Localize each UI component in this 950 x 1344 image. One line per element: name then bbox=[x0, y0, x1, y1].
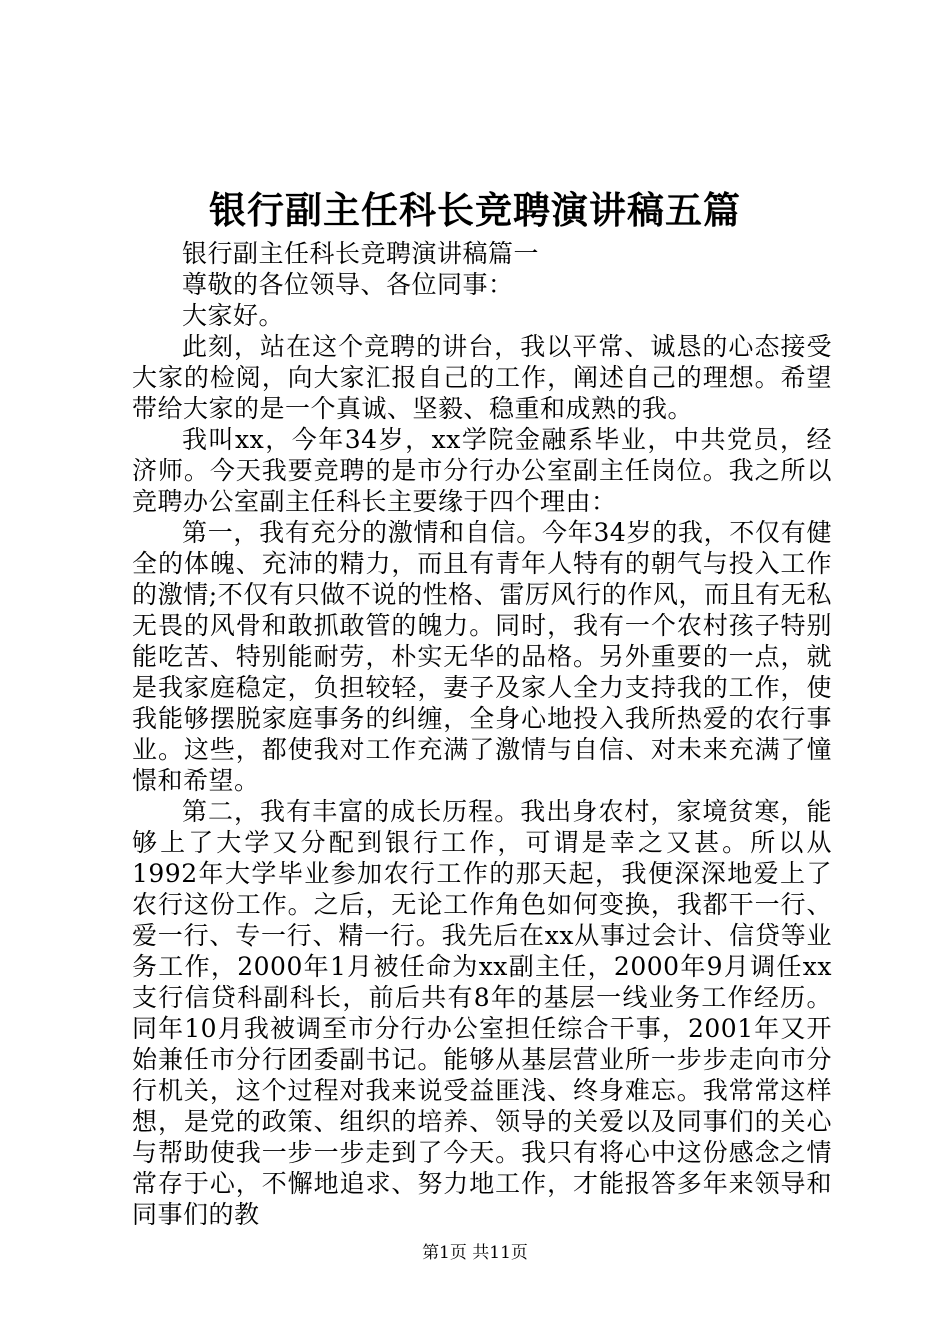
paragraph-intro: 此刻，站在这个竞聘的讲台，我以平常、诚恳的心态接受大家的检阅，向大家汇报自己的工作，阐述自己的理想。希望带给大家的是一个真诚、坚毅、稳重和成熟的我。 bbox=[132, 332, 832, 423]
paragraph-subtitle: 银行副主任科长竞聘演讲稿篇一 bbox=[182, 239, 540, 268]
page-number-footer: 第1页 共11页 bbox=[422, 1243, 528, 1263]
document-title: 银行副主任科长竞聘演讲稿五篇 bbox=[209, 188, 741, 232]
paragraph-reason-one: 第一，我有充分的激情和自信。今年34岁的我，不仅有健全的体魄、充沛的精力，而且有青年人特有的朝气与投入工作的激情;不仅有只做不说的性格、雷厉风行的作风，而且有无私无畏的风骨和敢抓敢管的魄力。同时，我有一个农村孩子特别能吃苦、特别能耐劳，朴实无华的品格。另外重要的一点，就是我家庭稳定，负担较轻，妻子及家人全力支持我的工作，使我能够摆脱家庭事务的纠缠，全身心地投入我所热爱的农行事业。这些，都使我对工作充满了激情与自信、对未来充满了憧憬和希望。 bbox=[132, 518, 832, 795]
paragraph-greeting: 大家好。 bbox=[182, 301, 285, 330]
paragraph-reason-two: 第二，我有丰富的成长历程。我出身农村，家境贫寒，能够上了大学又分配到银行工作，可谓是幸之又甚。所以从1992年大学毕业参加农行工作的那天起，我便深深地爱上了农行这份工作。之后，无论工作角色如何变换，我都干一行、爱一行、专一行、精一行。我先后在xx从事过会计、信贷等业务工作，2000年1月被任命为xx副主任，2000年9月调任xx支行信贷科副科长，前后共有8年的基层一线业务工作经历。同年10月我被调至市分行办公室担任综合干事，2001年又开始兼任市分行团委副书记。能够从基层营业所一步步走向市分行机关，这个过程对我来说受益匪浅、终身难忘。我常常这样想，是党的政策、组织的培养、领导的关爱以及同事们的关心与帮助使我一步一步走到了今天。我只有将心中这份感念之情常存于心，不懈地追求、努力地工作，才能报答多年来领导和同事们的教 bbox=[132, 797, 832, 1229]
paragraph-self-introduction: 我叫xx，今年34岁，xx学院金融系毕业，中共党员，经济师。今天我要竞聘的是市分行办公室副主任岗位。我之所以竞聘办公室副主任科长主要缘于四个理由： bbox=[132, 425, 832, 516]
document-body bbox=[132, 238, 832, 1230]
paragraph-salutation: 尊敬的各位领导、各位同事： bbox=[182, 270, 514, 299]
